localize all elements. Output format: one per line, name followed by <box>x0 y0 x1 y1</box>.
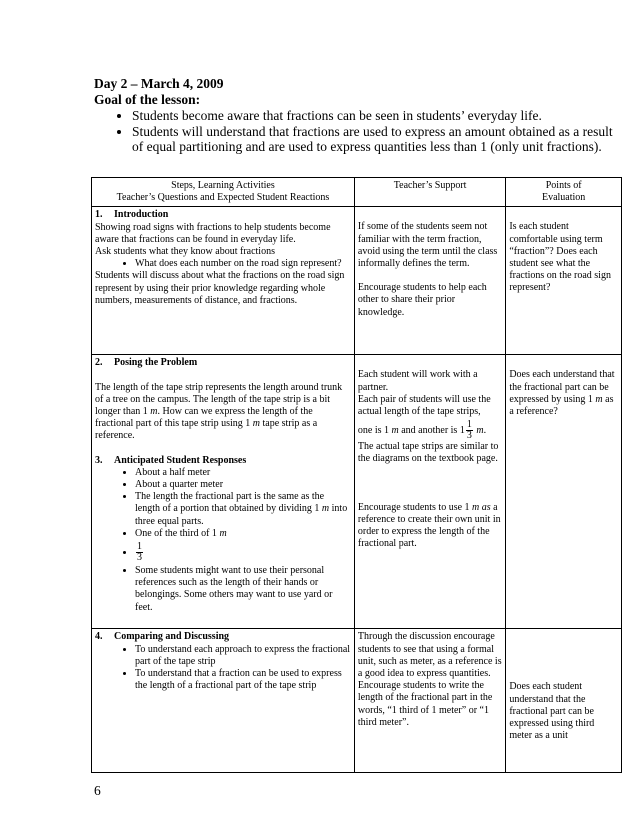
list-item: • To understand that a fraction can be used to express the length of a fractional part of the tape strip <box>135 668 351 692</box>
list-item: • About a half meter <box>135 467 351 479</box>
support-text: Each student will work with a partner. <box>357 369 478 393</box>
responses-list <box>95 467 351 614</box>
list-item <box>135 540 351 565</box>
intro-bullets <box>95 258 351 270</box>
intro-text: Students will discuss about what the fractions on the road sign represent by using their prior knowledge regarding whole numbers, measurements of distance, and fractions. <box>95 270 345 306</box>
list-item: • Some students might want to use their personal references such as the length of their hands or belongings. Some others may want to use yard or feet. <box>135 565 351 614</box>
evaluation-text: Does each student understand that the fractional part can be expressed using third meter as a unit <box>509 681 595 742</box>
support-text: Encourage students to help each other to share their prior knowledge. <box>357 282 487 318</box>
support-text: Through the discussion encourage students to see that using a formal unit, such as meter, as a reference is a good idea to express quantities. <box>357 631 502 680</box>
support-text: Encourage students to use 1 m as a reference to create their own unit in order to express the length of the fractional part. <box>357 501 501 550</box>
section-title: 2. Posing the Problem <box>95 357 198 369</box>
list-item: • One of the third of 1 m <box>135 528 351 540</box>
steps-header <box>92 178 355 207</box>
comparing-support-cell <box>354 629 505 773</box>
evaluation-text: Is each student comfortable using term “fraction”? Does each student see what the fractions on the road sign represent? <box>509 221 611 294</box>
fraction: $\frac{1}{3}$ <box>466 419 472 442</box>
problem-support-cell <box>354 355 505 629</box>
intro-text: Showing road signs with fractions to help students become aware that fractions can be found in everyday life. <box>95 221 331 245</box>
intro-text: Ask students what they know about fractions <box>95 246 275 258</box>
problem-evaluation-cell <box>506 355 622 629</box>
goal-title: Goal of the lesson: <box>94 92 201 107</box>
lesson-plan-table <box>91 177 622 773</box>
steps-header-line2: Teacher’s Questions and Expected Student Reactions <box>116 192 330 204</box>
support-text: If some of the students seem not familiar with the term fraction, avoid using the term until the class informally defines the term. <box>357 221 498 270</box>
introduction-support-cell <box>354 207 505 355</box>
support-header <box>354 178 505 207</box>
section-title: 3. Anticipated Student Responses <box>95 454 247 466</box>
table-row <box>92 355 622 629</box>
introduction-evaluation-cell <box>506 207 622 355</box>
problem-steps-cell <box>92 355 355 629</box>
list-item: • The length the fractional part is the same as the length of a portion that obtained by dividing 1 m into three equal parts. <box>135 491 351 528</box>
table-row <box>92 629 622 773</box>
problem-text: The length of the tape strip represents the length around trunk of a tree on the campus. The length of the tape strip is a bit longer than 1 m. How can we express the length of the fractional part of this tape strip using 1 m tape strip as a reference. <box>95 381 343 442</box>
goals-list <box>94 108 614 155</box>
table-row <box>92 207 622 355</box>
support-text: The actual tape strips are similar to the diagrams on the textbook page. <box>357 441 499 465</box>
evaluation-header-line2: Evaluation <box>541 192 586 204</box>
support-text: Encourage students to write the length of the fractional part in the words, “1 third of 1 meter” or “1 third meter”. <box>357 680 493 728</box>
evaluation-header-line1: Points of <box>545 180 582 191</box>
fraction: • $\frac{1}{3}$ <box>137 541 142 564</box>
list-item: • What does each number on the road sign represent? <box>135 258 351 270</box>
support-header-text: Teacher’s Support <box>393 180 467 191</box>
evaluation-header <box>506 178 622 207</box>
evaluation-text: Does each understand that the fractional part can be expressed by using 1 m as a reference? <box>509 369 615 418</box>
page-number: 6 <box>94 783 101 798</box>
support-text: Each pair of students will use the actual length of the tape strips, <box>357 393 491 418</box>
section-title: 4. Comparing and Discussing <box>95 631 230 643</box>
table-header-row <box>92 178 622 207</box>
goal-item: • Students will understand that fractions are used to express an amount obtained as a result of equal partitioning and are used to express quantities less than 1 (only unit fractions). <box>132 124 614 155</box>
list-item: • About a quarter meter <box>135 479 351 491</box>
comparing-steps-cell <box>92 629 355 773</box>
steps-header-line1: Steps, Learning Activities <box>171 180 275 191</box>
section-title: 1. Introduction <box>95 209 169 221</box>
day-title: Day 2 – March 4, 2009 <box>94 76 224 91</box>
support-text: one is 1 m and another is 1 $\frac{1}{3}$ m. <box>357 419 487 442</box>
lesson-header <box>94 76 614 155</box>
introduction-steps-cell <box>92 207 355 355</box>
list-item: • To understand each approach to express the fractional part of the tape strip <box>135 644 351 668</box>
comparing-evaluation-cell <box>506 629 622 773</box>
goal-item: • Students become aware that fractions can be seen in students’ everyday life. <box>132 108 614 124</box>
comparing-bullets <box>95 644 351 693</box>
